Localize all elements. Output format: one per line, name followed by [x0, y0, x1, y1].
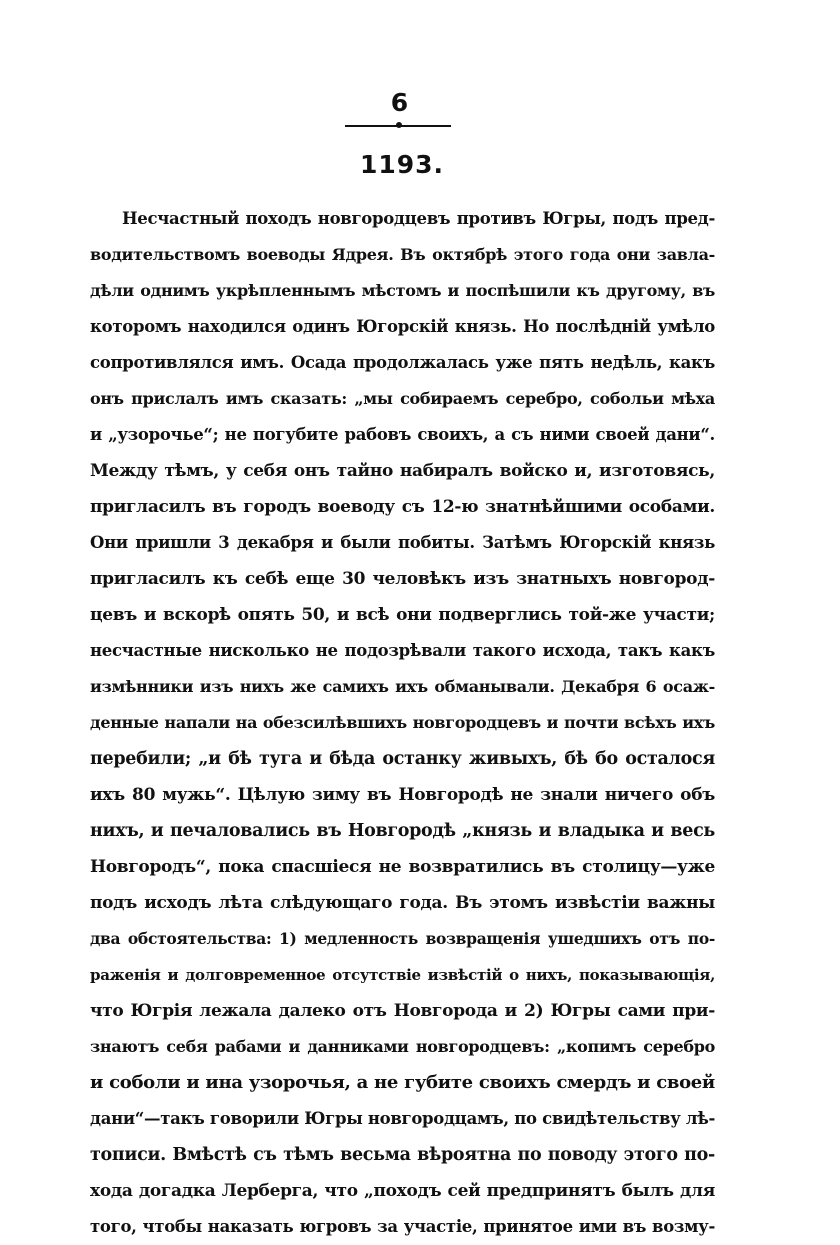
text-line: денные напали на обезсилѣвшихъ новгородцевъ и почти всѣхъ ихъ — [90, 713, 715, 732]
text-line: онъ прислалъ имъ сказать: „мы собираемъ серебро, собольи мѣха — [90, 389, 715, 408]
text-line: ихъ 80 мужь“. Цѣлую зиму въ Новгородѣ не знали ничего объ — [90, 785, 715, 805]
text-line: раженія и долговременное отсутствіе извѣстій о нихъ, показывающія, — [90, 966, 715, 984]
text-line: измѣнники изъ нихъ же самихъ ихъ обманывали. Декабря 6 осаж- — [90, 677, 715, 696]
text-line: и соболи и ина узорочья, а не губите своихъ смердъ и своей — [90, 1072, 715, 1093]
text-line: подъ исходъ лѣта слѣдующаго года. Въ этомъ извѣстіи важны — [90, 893, 715, 913]
text-line: водительствомъ воеводы Ядрея. Въ октябрѣ этого года они завла- — [90, 245, 715, 264]
text-line: Они пришли 3 декабря и были побиты. Затѣмъ Югорскій князь — [90, 533, 715, 552]
text-line: того, чтобы наказать югровъ за участіе, принятое ими въ возму- — [90, 1217, 715, 1236]
text-line: тописи. Вмѣстѣ съ тѣмъ весьма вѣроятна по поводу этого по- — [90, 1145, 715, 1165]
header-rule-ornament — [396, 122, 402, 128]
text-line: хода догадка Лерберга, что „походъ сей предпринятъ былъ для — [90, 1181, 715, 1201]
text-line: сопротивлялся имъ. Осада продолжалась уже пять недѣль, какъ — [90, 353, 715, 372]
text-line: пригласилъ въ городъ воеводу съ 12-ю знатнѣйшими особами. — [90, 497, 715, 517]
text-line: два обстоятельства: 1) медленность возвращенія ушедшихъ отъ по- — [90, 929, 715, 948]
year-heading: 1193. — [359, 150, 445, 179]
text-line: дѣли однимъ укрѣпленнымъ мѣстомъ и поспѣшили къ другому, въ — [90, 281, 715, 300]
text-line: дани“—такъ говорили Югры новгородцамъ, по свидѣтельству лѣ- — [90, 1109, 716, 1128]
text-line: которомъ находился одинъ Югорскій князь. Но послѣдній умѣло — [90, 317, 715, 336]
text-line: нихъ, и печаловались въ Новгородѣ „князь и владыка и весь — [90, 821, 715, 841]
text-line: цевъ и вскорѣ опять 50, и всѣ они подверглись той-же участи; — [90, 605, 715, 625]
text-line: Между тѣмъ, у себя онъ тайно набиралъ войско и, изготовясь, — [90, 461, 715, 481]
text-line: пригласилъ къ себѣ еще 30 человѣкъ изъ знатныхъ новгород- — [90, 569, 715, 589]
text-line: Новгородъ“, пока спасшіеся не возвратились въ столицу—уже — [90, 857, 715, 877]
body-text — [90, 201, 715, 1245]
page-number: 6 — [390, 88, 410, 117]
text-line: что Югрія лежала далеко отъ Новгорода и 2) Югры сами при- — [90, 1001, 715, 1021]
text-line: Несчастный походъ новгородцевъ противъ Югры, подъ пред- — [122, 209, 715, 228]
text-line: перебили; „и бѣ туга и бѣда останку живыхъ, бѣ бо осталося — [90, 749, 715, 769]
text-line: знаютъ себя рабами и данниками новгородцевъ: „копимъ серебро — [90, 1037, 715, 1056]
text-line: и „узорочье“; не погубите рабовъ своихъ, а съ ними своей дани“. — [90, 425, 715, 444]
text-line: несчастные нисколько не подозрѣвали такого исхода, такъ какъ — [90, 641, 715, 660]
